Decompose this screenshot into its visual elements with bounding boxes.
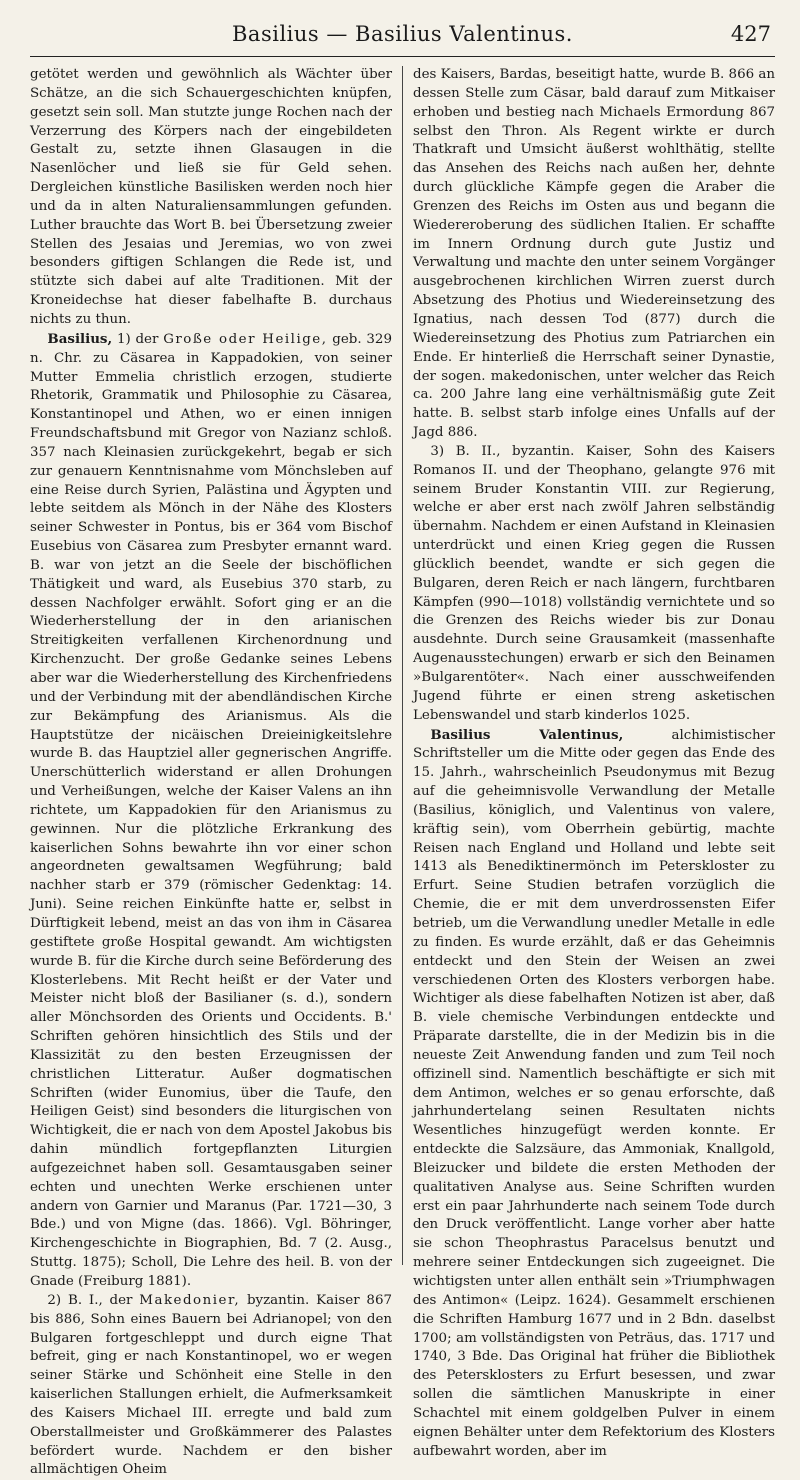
page-header xyxy=(30,22,775,57)
entry-basilius-1 xyxy=(30,330,392,1292)
headword: Basilius Valentinus, xyxy=(430,726,624,743)
entry-text: 1) der xyxy=(112,331,164,347)
entry-text: 2) B. I., der xyxy=(47,1292,140,1308)
entry-text: geb. 329 n. Chr. zu Cäsarea in Kappadokien, von seiner Mutter Emmelia christlich erzogen, studierte Rhetorik, Grammatik und Philosophie zu Cäsarea, Konstantinopel und Athen, wo er einen innigen Freundschaftsbund mit Gregor von Nazianz schloß. 357 nach Kleinasien zurückgekehrt, begab er sich zur genauern Kenntnisnahme vom Mönchsleben auf eine Reise durch Syrien, Palästina und Ägypten und lebte seitdem als Mönch in der Nähe des Klosters seiner Schwester in Pontus, bis er 364 vom Bischof Eusebius von Cäsarea zum Presbyter ernannt ward. B. war von jetzt an die Seele der bischöflichen Thätigkeit und ward, als Eusebius 370 starb, zu dessen Nachfolger erwählt. Sofort ging er an die Wiederherstellung der in den arianischen Streitigkeiten verfallenen Kirchenordnung und Kirchenzucht. Der große Gedanke seines Lebens aber war die Wiederherstellung des Kirchenfriedens und der Verbindung mit der abendländischen Kirche zur Bekämpfung des Arianismus. Als die Hauptstütze der nicäischen Dreieinigkeitslehre wurde B. das Hauptziel aller gegnerischen Angriffe. Unerschütterlich widerstand er allen Drohungen und Verheißungen, welche der Kaiser Valens an ihn richtete, um Kappadokien für den Arianismus zu gewinnen. Nur die plötzliche Erkrankung des kaiserlichen Sohns bewahrte ihn vor einer schon angeordneten gewaltsamen Wegführung; bald nachher starb er 379 (römischer Gedenktag: 14. Juni). Seine reichen Einkünfte hatte er, selbst in Dürftigkeit lebend, meist an das von ihm in Cäsarea gestiftete große Hospital gewandt. Am wichtigsten wurde B. für die Kirche durch seine Beförderung des Klosterlebens. Mit Recht heißt er der Vater und Meister nicht bloß der Basilianer (s. d.), sondern aller Mönchsorden des Orients und Occidents. B.' Schriften gehören hinsichtlich des Stils und der Klassizität zu den besten Erzeugnissen der christlichen Litteratur. Außer dogmatischen Schriften (wider Eunomius, über die Taufe, den Heiligen Geist) sind besonders die liturgischen von Wichtigkeit, die er nach von dem Apostel Jakobus bis dahin mündlich fortgepflanzten Liturgien aufgezeichnet haben soll. Gesamtausgaben seiner echten und unechten Werke erschienen unter andern von Garnier und Maranus (Par. 1721—30, 3 Bde.) und von Migne (das. 1866). Vgl. Böhringer, Kirchengeschichte in Biographien, Bd. 7 (2. Ausg., Stuttg. 1875); Scholl, Die Lehre des heil. B. von der Gnade (Freiburg 1881). xyxy=(30,331,392,1289)
page-number: 427 xyxy=(730,22,771,46)
left-column xyxy=(30,66,402,1478)
running-head: Basilius — Basilius Valentinus. xyxy=(232,22,573,46)
text-columns xyxy=(30,66,775,1478)
entry-basilius-valentinus xyxy=(413,726,775,1462)
entry-text: alchimistischer Schriftsteller um die Mitte oder gegen das Ende des 15. Jahrh., wahrscheinlich Pseudonymus mit Bezug auf die geheimnisvolle Verwandlung der Metalle (Basilius, königlich, und Valentinus von valere, kräftig sein), vom Oberrhein gebürtig, machte Reisen nach England und Holland und lebte seit 1413 als Benediktinermönch im Peterskloster zu Erfurt. Seine Studien betrafen vorzüglich die Chemie, die er mit dem unverdrossensten Eifer betrieb, um die Verwandlung unedler Metalle in edle zu finden. Es wurde erzählt, daß er das Geheimnis entdeckt und den Stein der Weisen an zwei verschiedenen Orten des Klosters verborgen habe. Wichtiger als diese fabelhaften Notizen ist aber, daß B. viele chemische Verbindungen entdeckte und Präparate darstellte, die in der Medizin bis in die neueste Zeit Anwendung fanden und zum Teil noch offizinell sind. Namentlich beschäftigte er sich mit dem Antimon, welches er so genau erforschte, daß jahrhundertelang seinen Resultaten nichts Wesentliches hinzugefügt werden konnte. Er entdeckte die Salzsäure, das Ammoniak, Knallgold, Bleizucker und bildete die ersten Methoden der qualitativen Analyse aus. Seine Schriften wurden erst ein paar Jahrhunderte nach seinem Tode durch den Druck veröffentlicht. Lange vorher aber hatte sie schon Theophrastus Paracelsus benutzt und mehrere seiner Entdeckungen sich zugeeignet. Die wichtigsten unter allen enthält sein »Triumphwagen des Antimon« (Leipz. 1624). Gesammelt erschienen die Schriften Hamburg 1677 und in 2 Bdn. daselbst 1700; am vollständigsten von Peträus, das. 1717 und 1740, 3 Bde. Das Original hat früher die Bibliothek des Petersklosters zu Erfurt besessen, und zwar sollen die sämtlichen Manuskripte in einer Schachtel mit einem goldgelben Pulver in einem eignen Behälter unter dem Refektorium des Klosters aufbewahrt worden, aber im xyxy=(413,727,775,1459)
epithet: Makedonier, xyxy=(139,1292,241,1308)
entry-basilius-3: 3) B. II., byzantin. Kaiser, Sohn des Kaisers Romanos II. und der Theophano, gelangte 976 mit seinem Bruder Konstantin VIII. zur Regierung, welche er aber erst nach zwölf Jahren selbständig übernahm. Nachdem er einen Aufstand in Kleinasien unterdrückt und einen Krieg gegen die Russen glücklich beendet, wandte er sich gegen die Bulgaren, deren Reich er nach längern, furchtbaren Kämpfen (990—1018) vollständig vernichtete und so die Grenzen des Reichs wieder bis zur Donau ausdehnte. Durch seine Grausamkeit (massenhafte Augenausstechungen) erwarb er sich den Beinamen »Bulgarentöter«. Nach einer ausschweifenden Jugend führte er einen streng asketischen Lebenswandel und starb kinderlos 1025. xyxy=(413,443,775,723)
entry-basilius-2-continued: des Kaisers, Bardas, beseitigt hatte, wurde B. 866 an dessen Stelle zum Cäsar, bald darauf zum Mitkaiser erhoben und bestieg nach Michaels Ermordung 867 selbst den Thron. Als Regent wirkte er durch Thatkraft und Umsicht äußerst wohlthätig, stellte das Ansehen des Reichs nach außen her, dehnte durch glückliche Kämpfe gegen die Araber die Grenzen des Reichs im Osten aus und begann die Wiedereroberung des südlichen Italien. Er schaffte im Innern Ordnung durch gute Justiz und Verwaltung und machte den unter seinem Vorgänger ausgebrochenen kirchlichen Wirren zuerst durch Absetzung des Photius und Wiedereinsetzung des Ignatius, nach dessen Tod (877) durch die Wiedereinsetzung des Photius zum Patriarchen ein Ende. Er hinterließ die Herrschaft seiner Dynastie, der sogen. makedonischen, unter welcher das Reich ca. 200 Jahre lang eine verhältnismäßig gute Zeit hatte. B. selbst starb infolge eines Unfalls auf der Jagd 886. xyxy=(413,67,775,441)
entry-text: byzantin. Kaiser 867 bis 886, Sohn eines Bauern bei Adrianopel; von den Bulgaren fortgeschleppt und durch eigne That befreit, ging er nach Konstantinopel, wo er wegen seiner Stärke und Schönheit eine Stelle in den kaiserlichen Stallungen erhielt, die Aufmerksamkeit des Kaisers Michael III. erregte und bald zum Oberstallmeister und Großkämmerer des Palastes befördert wurde. Nachdem er den bisher allmächtigen Oheim xyxy=(30,1292,392,1478)
headword: Basilius, xyxy=(47,330,113,347)
epithet: Große oder Heilige, xyxy=(163,331,328,347)
paragraph-basilisk-continued: getötet werden und gewöhnlich als Wächter über Schätze, an die sich Schauergeschichten knüpfen, gesetzt sein soll. Man stutzte junge Rochen nach der Verzerrung des Körpers nach der eingebildeten Gestalt zu, setzte ihnen Glasaugen in die Nasenlöcher und ließ sie für Geld sehen. Dergleichen künstliche Basilisken werden noch hier und da in alten Naturaliensammlungen gefunden. Luther brauchte das Wort B. bei Übersetzung zweier Stellen des Jesaias und Jeremias, wo von zwei besonders giftigen Schlangen die Rede ist, und stützte sich dabei auf alte Traditionen. Mit der Kroneidechse hat dieser fabelhafte B. durchaus nichts zu thun. xyxy=(30,67,392,327)
entry-basilius-2 xyxy=(30,1292,392,1480)
right-column xyxy=(403,66,775,1459)
